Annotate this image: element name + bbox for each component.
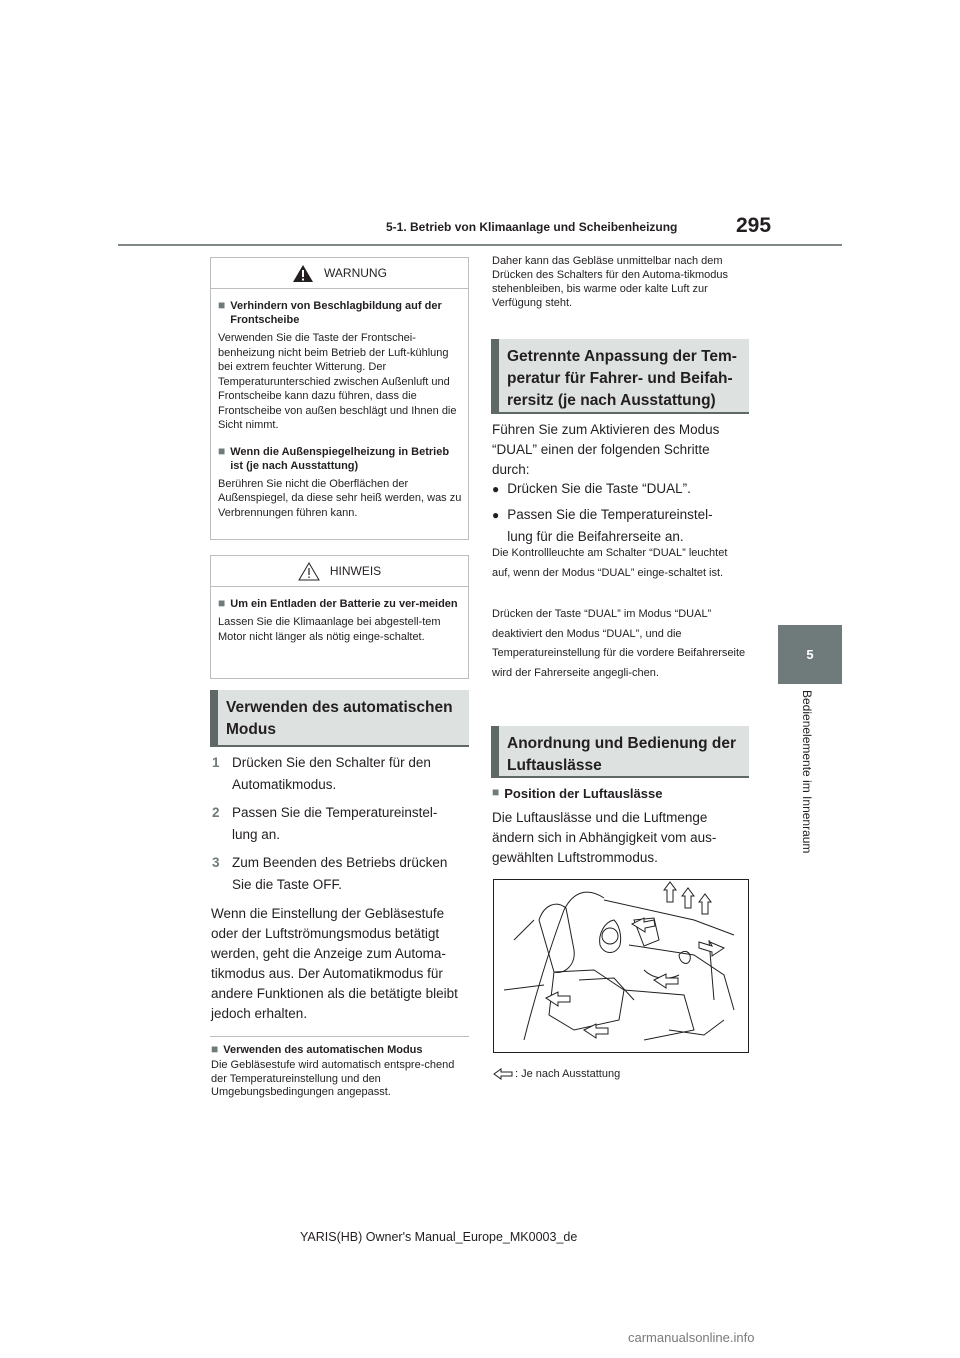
notice-box-header: [211, 556, 468, 587]
header-divider: [118, 244, 842, 246]
warning-item-heading: [218, 445, 462, 473]
vents-text: Die Luftauslässe und die Luftmenge ändern sich in Abhängigkeit vom aus-gewählten Luftstrommodus.: [492, 810, 717, 865]
list-item: [492, 478, 748, 500]
note-heading: [211, 1043, 467, 1057]
warning-triangle-icon: [292, 264, 314, 283]
legend: [493, 1068, 620, 1080]
caution-triangle-icon: [298, 562, 320, 581]
step-text: Drücken Sie den Schalter für den Automatikmodus.: [232, 755, 431, 792]
note-heading-text: Verwenden des automatischen Modus: [223, 1044, 423, 1056]
warning-box: [210, 257, 469, 540]
auto-mode-steps: [212, 752, 470, 896]
notice-heading-text: Um ein Entladen der Batterie zu ver-meiden: [230, 598, 458, 610]
legend-text: : Je nach Ausstattung: [515, 1068, 621, 1080]
step-number: 3: [212, 855, 220, 870]
notice-box: [210, 555, 469, 679]
auto-mode-paragraph: Wenn die Einstellung der Gebläsestufe oder der Luftströmungsmodus betätigt werden, geht die Anzeige zum Automa-tikmodus aus. Der Automatikmodus für andere Funktionen als die betätigte bleibt jedoch erhalten.: [211, 906, 458, 1021]
note-text: Die Gebläsestufe wird automatisch entspre-chend der Temperatureinstellung und den Umgebungsbedingungen angepasst.: [211, 1059, 455, 1098]
chapter-title: 5-1. Betrieb von Klimaanlage und Scheibenheizung: [386, 220, 678, 234]
step-item: [212, 752, 470, 796]
bullet-text: Drücken Sie die Taste “DUAL”.: [507, 481, 691, 496]
watermark: carmanualsonline.info: [628, 1330, 755, 1345]
dual-note-2: Drücken der Taste “DUAL” im Modus “DUAL” deaktiviert den Modus “DUAL”, und die Temperatureinstellung für die vordere Beifahrerseite wird der Fahrerseite angegli-chen.: [492, 608, 746, 679]
warning-item-heading-text: Verhindern von Beschlagbildung auf der Frontscheibe: [230, 300, 442, 326]
step-text: Passen Sie die Temperatureinstel-lung an.: [232, 805, 438, 842]
warning-item-text: Berühren Sie nicht die Oberflächen der Außenspiegel, da diese sehr heiß werden, was zu Verbrennungen führen kann.: [218, 477, 462, 519]
square-bullet-icon: ■: [492, 785, 500, 799]
step-item: [212, 802, 470, 846]
car-interior-drawing: [494, 880, 748, 1052]
warning-title: WARNUNG: [324, 266, 387, 280]
note-divider: [210, 1036, 469, 1037]
page-number: 295: [736, 214, 772, 237]
dot-bullet-icon: ●: [492, 482, 500, 496]
vents-subheading: [492, 786, 662, 802]
square-bullet-icon: ■: [211, 1042, 219, 1056]
warning-item-text: Verwenden Sie die Taste der Frontschei-benheizung nicht beim Betrieb der Luft-kühlung bei extrem feuchter Witterung. Der Temperaturunterschied zwischen Außenluft und Frontscheibe kann dazu führen, dass die Frontscheibe von außen beschlägt und Ihnen die Sicht nimmt.: [218, 332, 457, 431]
step-item: [212, 852, 470, 896]
step-number: 2: [212, 805, 220, 820]
dot-bullet-icon: ●: [492, 508, 500, 522]
square-bullet-icon: ■: [218, 298, 226, 312]
notice-text: Lassen Sie die Klimaanlage bei abgestell-tem Motor nicht länger als nötig einge-schaltet.: [218, 616, 441, 643]
dual-note-1: Die Kontrollleuchte am Schalter “DUAL” leuchtet auf, wenn der Modus “DUAL” einge-schaltet ist.: [492, 547, 728, 579]
vents-subheading-text: Position der Luftauslässe: [504, 786, 663, 801]
air-vents-illustration: [493, 879, 749, 1053]
notice-heading: [218, 597, 462, 611]
dual-intro: Führen Sie zum Aktivieren des Modus “DUAL” einen der folgenden Schritte durch:: [492, 422, 720, 477]
right-intro: Daher kann das Gebläse unmittelbar nach dem Drücken des Schalters für den Automa-tikmodus stehenbleiben, bis warme oder kalte Luft zur Verfügung steht.: [492, 255, 729, 309]
dual-bullets: [492, 478, 748, 548]
list-item: [492, 504, 748, 548]
bullet-text: Passen Sie die Temperatureinstel-lung für die Beifahrerseite an.: [507, 507, 713, 544]
side-tab-number: 5: [778, 625, 842, 684]
section-heading-auto-mode: Verwenden des automatischen Modus: [210, 690, 469, 747]
warning-box-header: [211, 258, 468, 289]
manual-id: YARIS(HB) Owner's Manual_Europe_MK0003_de: [300, 1230, 578, 1244]
warning-item-heading: [218, 299, 462, 327]
square-bullet-icon: ■: [218, 596, 226, 610]
square-bullet-icon: ■: [218, 443, 226, 458]
auto-mode-note: [211, 1043, 467, 1100]
notice-title: HINWEIS: [329, 564, 382, 578]
side-tab-label: [800, 690, 816, 890]
section-heading-dual: Getrennte Anpassung der Tem-peratur für Fahrer- und Beifah-rersitz (je nach Ausstattung): [491, 339, 749, 414]
warning-item-heading-text: Wenn die Außenspiegelheizung in Betrieb ist (je nach Ausstattung): [230, 445, 450, 472]
section-heading-vents: Anordnung und Bedienung der Luftauslässe: [491, 726, 749, 778]
step-text: Zum Beenden des Betriebs drücken Sie die Taste OFF.: [232, 855, 448, 892]
step-number: 1: [212, 755, 220, 770]
side-tab-label-text: Bedienelemente im Innenraum: [800, 690, 814, 854]
arrow-legend-icon: [493, 1068, 513, 1080]
